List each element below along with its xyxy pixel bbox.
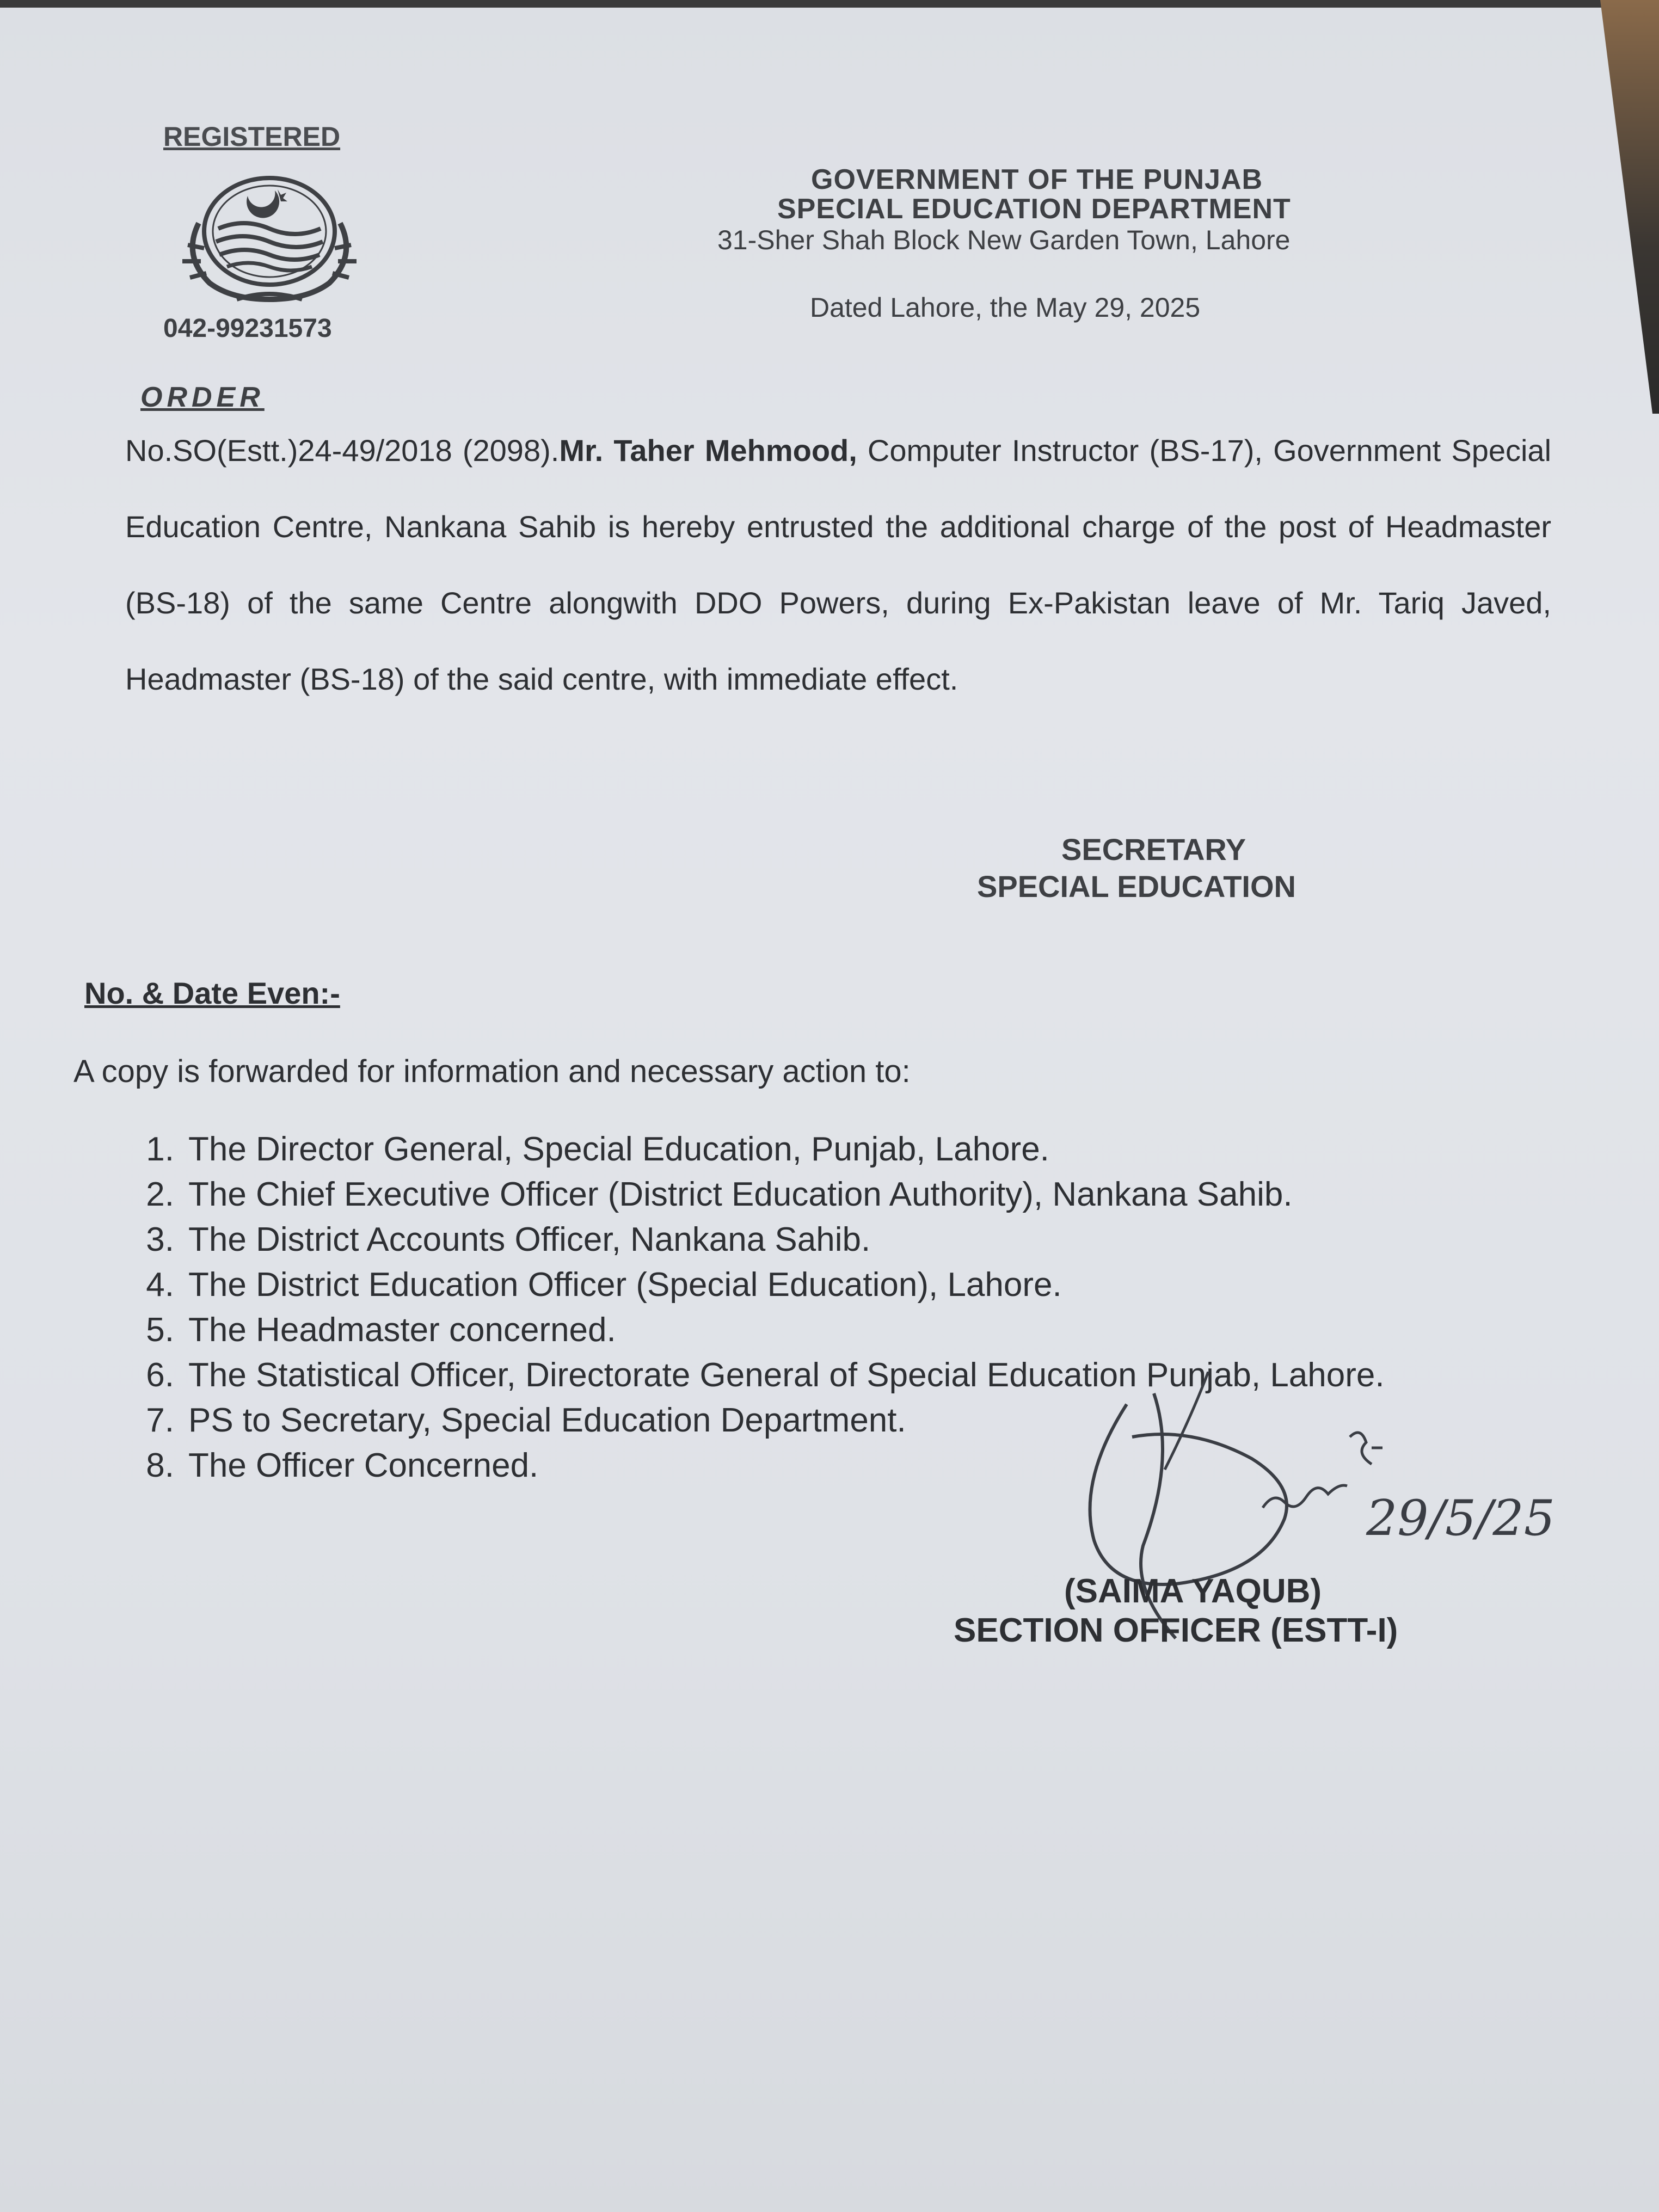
copy-heading: No. & Date Even:- (84, 976, 340, 1010)
officer-name: (SAIMA YAQUB) (1064, 1572, 1322, 1610)
officer-title: SECTION OFFICER (ESTT-I) (954, 1612, 1398, 1649)
punjab-emblem-icon (166, 163, 373, 310)
order-reference: No.SO(Estt.)24-49/2018 (2098). (125, 433, 560, 468)
list-item: 7. PS to Secretary, Special Education Department. (146, 1402, 906, 1439)
copy-intro: A copy is forwarded for information and necessary action to: (73, 1054, 911, 1089)
handwritten-date: 29/5/25 (1366, 1490, 1555, 1547)
list-item: 4. The District Education Officer (Special Education), Lahore. (146, 1266, 1062, 1304)
background-edge-right (1594, 0, 1659, 414)
list-item: 2. The Chief Executive Officer (District Education Authority), Nankana Sahib. (146, 1176, 1293, 1213)
list-item: 3. The District Accounts Officer, Nankana Sahib. (146, 1221, 871, 1258)
department-title: SPECIAL EDUCATION DEPARTMENT (777, 193, 1291, 225)
order-employee-name: Mr. Taher Mehmood, (559, 433, 857, 468)
list-item: 8. The Officer Concerned. (146, 1447, 539, 1484)
department-address: 31-Sher Shah Block New Garden Town, Lahore (717, 225, 1291, 255)
order-body (125, 413, 1551, 717)
list-item: 5. The Headmaster concerned. (146, 1311, 616, 1349)
list-item: 1. The Director General, Special Education, Punjab, Lahore. (146, 1130, 1049, 1168)
signatory-title: SECRETARY (1061, 832, 1246, 867)
order-text: Computer Instructor (BS-17), Government Special Education Centre, Nankana Sahib is hereby entrusted the additional charge of the post of Headmaster (BS-18) of the same Centre alongwith DDO Powers, during Ex-Pakistan leave of Mr. Tariq Javed, Headmaster (BS-18) of the said centre, with immediate effect. (125, 433, 1552, 696)
document-date: Dated Lahore, the May 29, 2025 (810, 292, 1201, 323)
background-edge (0, 0, 1659, 8)
government-title: GOVERNMENT OF THE PUNJAB (811, 164, 1263, 195)
registered-label: REGISTERED (163, 121, 341, 152)
signatory-department: SPECIAL EDUCATION (977, 869, 1296, 904)
order-heading: ORDER (140, 382, 265, 413)
phone-number: 042-99231573 (163, 314, 332, 343)
list-item: 6. The Statistical Officer, Directorate General of Special Education Punjab, Lahore. (146, 1356, 1385, 1394)
